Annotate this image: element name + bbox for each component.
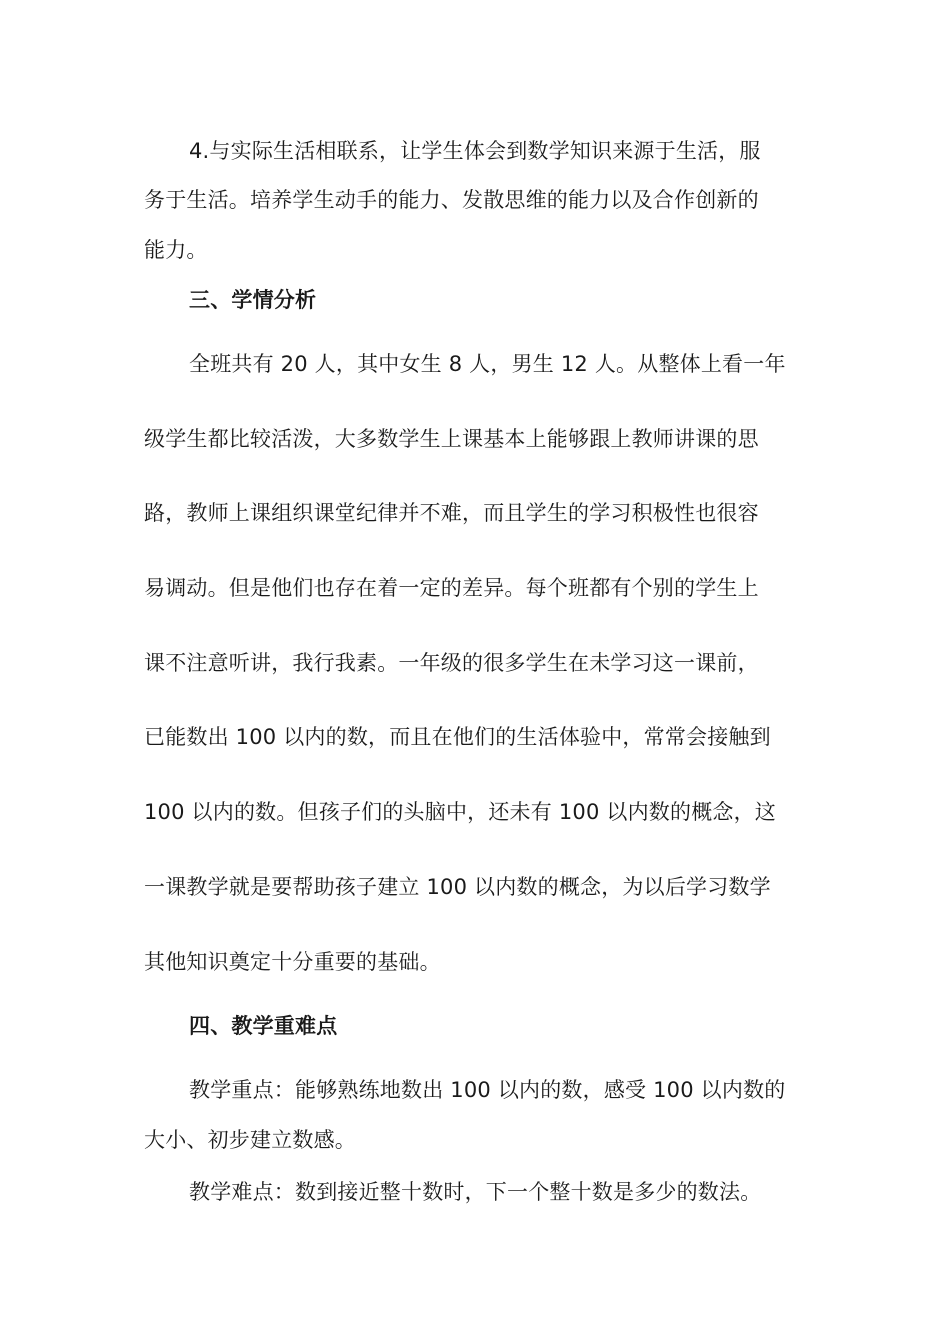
paragraph-line: 教学难点：数到接近整十数时，下一个整十数是多少的数法。 bbox=[189, 1180, 762, 1204]
paragraph-line: 大小、初步建立数感。 bbox=[144, 1128, 356, 1152]
paragraph-line: 能力。 bbox=[144, 238, 208, 262]
paragraph-line: 4.与实际生活相联系，让学生体会到数学知识来源于生活，服 bbox=[189, 139, 761, 163]
paragraph-line: 一课教学就是要帮助孩子建立 100 以内数的概念，为以后学习数学 bbox=[144, 875, 771, 899]
paragraph-line: 路，教师上课组织课堂纪律并不难，而且学生的学习积极性也很容 bbox=[144, 501, 759, 525]
section-heading: 四、教学重难点 bbox=[189, 1014, 338, 1038]
paragraph-line: 其他知识奠定十分重要的基础。 bbox=[144, 950, 441, 974]
paragraph-line: 教学重点：能够熟练地数出 100 以内的数，感受 100 以内数的 bbox=[189, 1078, 786, 1102]
paragraph-line: 课不注意听讲，我行我素。一年级的很多学生在未学习这一课前， bbox=[144, 651, 759, 675]
paragraph-line: 易调动。但是他们也存在着一定的差异。每个班都有个别的学生上 bbox=[144, 576, 759, 600]
section-heading: 三、学情分析 bbox=[189, 288, 317, 312]
paragraph-line: 已能数出 100 以内的数，而且在他们的生活体验中，常常会接触到 bbox=[144, 725, 771, 749]
paragraph-line: 务于生活。培养学生动手的能力、发散思维的能力以及合作创新的 bbox=[144, 188, 759, 212]
paragraph-line: 级学生都比较活泼，大多数学生上课基本上能够跟上教师讲课的思 bbox=[144, 427, 759, 451]
paragraph-line: 全班共有 20 人，其中女生 8 人，男生 12 人。从整体上看一年 bbox=[189, 352, 786, 376]
paragraph-line: 100 以内的数。但孩子们的头脑中，还未有 100 以内数的概念，这 bbox=[144, 800, 776, 824]
